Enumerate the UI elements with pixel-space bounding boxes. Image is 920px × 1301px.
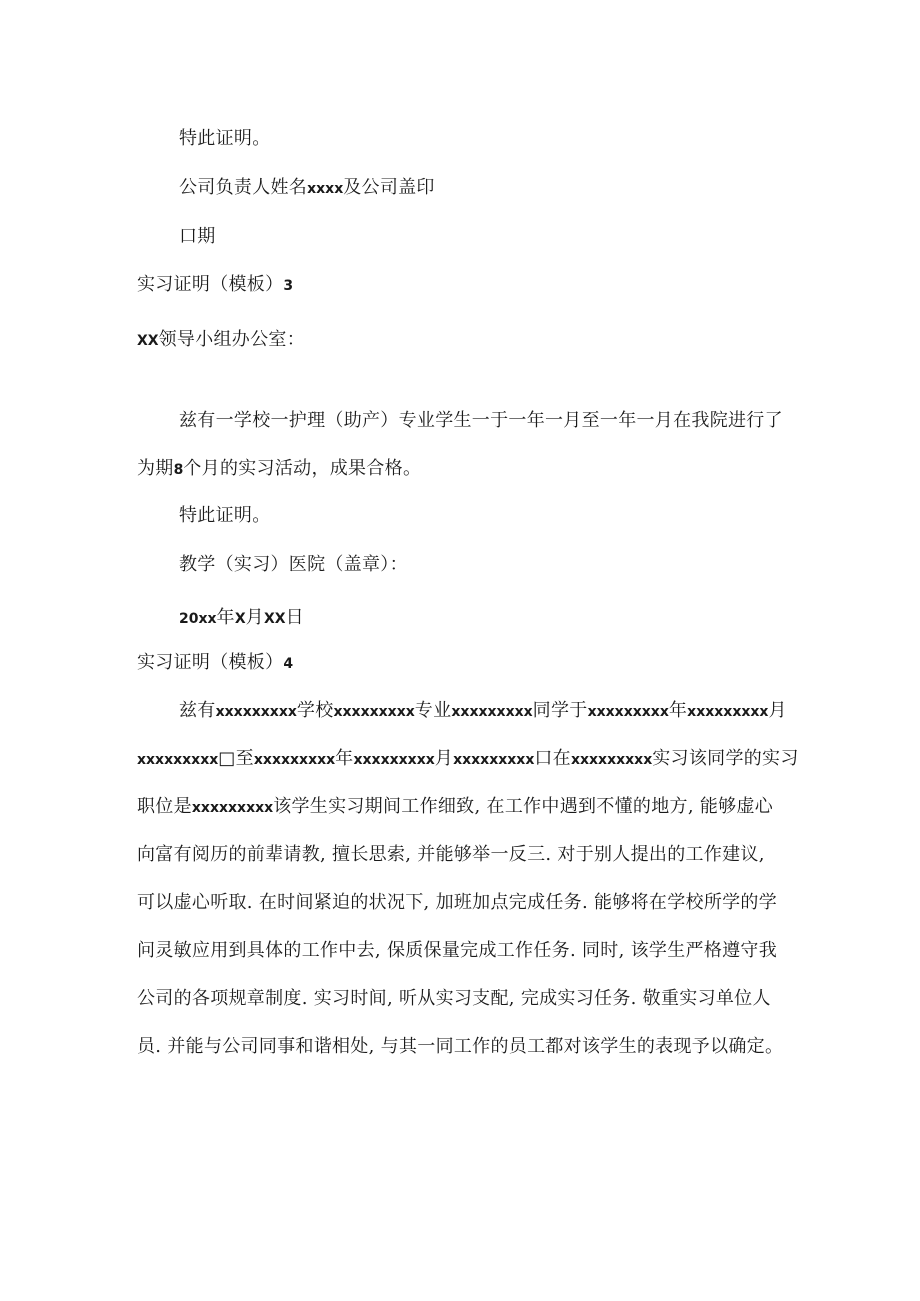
addressee-line: XX领导小组办公室： [137,329,305,350]
section-3-signature: 教学（实习）医院（盖章）： [179,554,408,575]
section-4-body-line-7: 公司的各项规章制度. 实习时间, 听从实习支配, 完成实习任务. 敬重实习单位人 [137,988,771,1009]
section-4-body-line-6: 问灵敏应用到具体的工作中去, 保质保量完成工作任务. 同时, 该学生严格遵守我 [137,940,778,961]
section-3-title: 实习证明（模板）3 [137,274,294,295]
section-4-body-line-4: 向富有阅历的前辈请教, 擅长思索, 并能够举一反三. 对于别人提出的工作建议, [137,844,765,865]
certify-line: 特此证明。 [179,128,271,149]
section-3-body-line-1: 兹有一学校一护理（助产）专业学生一于一年一月至一年一月在我院进行了 [179,410,783,431]
section-4-body-line-8: 员. 并能与公司同事和谐相处, 与其一同工作的员工都对该学生的表现予以确定。 [137,1036,784,1057]
section-3-body-line-2: 为期8个月的实习活动，成果合格。 [137,458,422,479]
section-3-certify: 特此证明。 [179,505,271,526]
section-4-body-line-2: xxxxxxxxx□至xxxxxxxxx年xxxxxxxxx月xxxxxxxxx口在xxxxxxxxx实习该同学的实习 [137,748,799,769]
section-3-date: 20xx年X月XX日 [179,607,304,628]
section-4-body-line-3: 职位是xxxxxxxxx该学生实习期间工作细致, 在工作中遇到不懂的地方, 能够虚心 [137,796,774,817]
date-line: 口期 [179,226,216,247]
section-4-body-line-1: 兹有xxxxxxxxx学校xxxxxxxxx专业xxxxxxxxx同学于xxxxxxxxx年xxxxxxxxx月 [179,700,787,721]
section-4-title: 实习证明（模板）4 [137,652,294,673]
section-4-body-line-5: 可以虚心听取. 在时间紧迫的状况下, 加班加点完成任务. 能够将在学校所学的学 [137,892,778,913]
company-signature-line: 公司负责人姓名xxxx及公司盖印 [179,177,435,198]
